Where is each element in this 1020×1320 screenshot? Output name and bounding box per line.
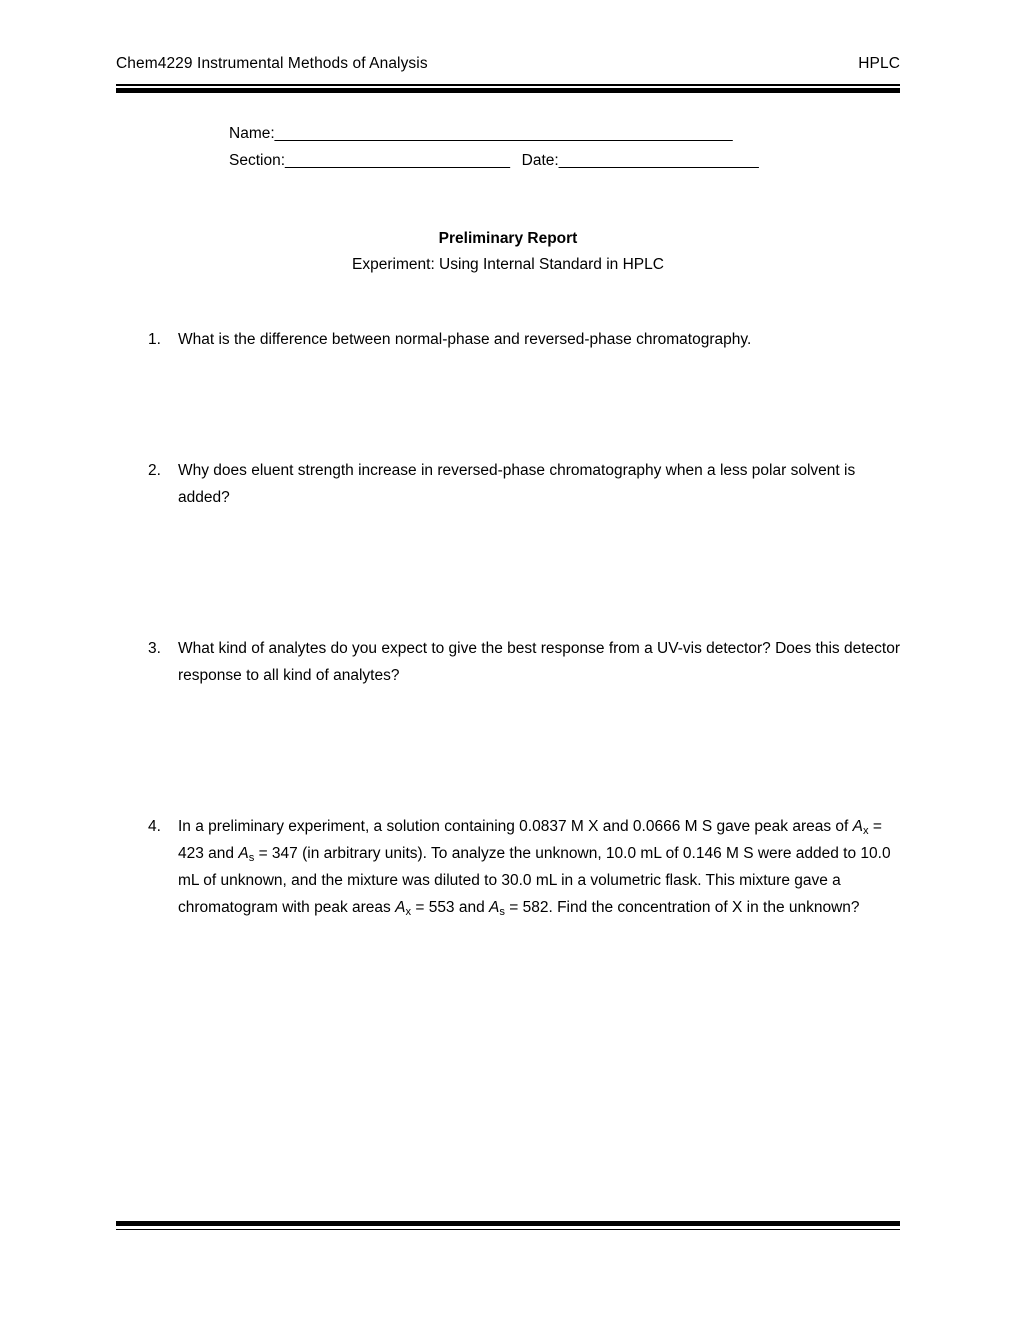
question-list bbox=[148, 326, 900, 921]
footer-rule-thin bbox=[116, 1229, 900, 1231]
date-field-label: Date: bbox=[521, 152, 559, 169]
header-rule-thick bbox=[116, 88, 900, 93]
q4-subscript-x-1: x bbox=[863, 824, 869, 837]
q4-text-part-3: = 347 (in arbitrary units). To analyze the unknown, 10.0 mL of 0.146 M S were added to 10.0 mL of unknown, and the mixture was diluted to 30.0 mL in a volumetric flask. This mixture gave a chromatogram with peak areas bbox=[178, 845, 891, 916]
question-item-3 bbox=[148, 635, 900, 689]
q4-subscript-s-1: s bbox=[248, 851, 255, 864]
report-title: Preliminary Report bbox=[438, 230, 578, 247]
question-text-1: What is the difference between normal-phase and reversed-phase chromatography. bbox=[178, 331, 752, 348]
q4-text-part-5: = 582. Find the concentration of X in the unknown? bbox=[504, 899, 860, 916]
question-text-3: What kind of analytes do you expect to give the best response from a UV-vis detector? Does this detector response to all kind of analytes? bbox=[178, 640, 900, 684]
name-field-row bbox=[229, 120, 758, 147]
header-divider-rule bbox=[116, 84, 900, 93]
date-field-blank[interactable]: ________________________ bbox=[558, 152, 759, 169]
question-number-1: 1. bbox=[148, 331, 161, 348]
name-field-blank[interactable]: _______________________________________________________ bbox=[274, 125, 733, 142]
name-field-label: Name: bbox=[229, 125, 275, 142]
header-topic-label: HPLC bbox=[858, 55, 900, 72]
header-course-title: Chem4229 Instrumental Methods of Analysis bbox=[116, 55, 428, 72]
section-field-blank[interactable]: ___________________________ bbox=[285, 152, 510, 169]
question-number-2: 2. bbox=[148, 462, 161, 479]
q4-subscript-s-2: s bbox=[499, 905, 505, 918]
q4-symbol-Ax-1: A bbox=[852, 818, 863, 835]
question-text-2: Why does eluent strength increase in reversed-phase chromatography when a less polar solvent is added? bbox=[178, 462, 856, 506]
question-text-4 bbox=[178, 813, 900, 921]
q4-text-part-2: = 423 and bbox=[178, 818, 882, 862]
question-item-2 bbox=[148, 457, 900, 511]
section-date-field-row bbox=[229, 147, 758, 174]
q4-symbol-As-2: A bbox=[489, 899, 500, 916]
question-number-4: 4. bbox=[148, 818, 161, 835]
footer-divider-rule bbox=[116, 1221, 900, 1230]
q4-subscript-x-2: x bbox=[405, 905, 412, 918]
q4-text-part-4: = 553 and bbox=[411, 899, 490, 916]
question-item-4 bbox=[148, 813, 900, 921]
section-field-label: Section: bbox=[229, 152, 286, 169]
q4-symbol-As-1: A bbox=[238, 845, 249, 862]
q4-symbol-Ax-2: A bbox=[395, 899, 406, 916]
q4-text-part-1: In a preliminary experiment, a solution containing 0.0837 M X and 0.0666 M S gave peak areas of bbox=[178, 818, 853, 835]
question-item-1 bbox=[148, 326, 900, 353]
report-subtitle: Experiment: Using Internal Standard in HPLC bbox=[352, 256, 664, 273]
report-title-block bbox=[116, 226, 900, 278]
question-number-3: 3. bbox=[148, 640, 161, 657]
page-header bbox=[116, 55, 900, 73]
student-info-fields bbox=[229, 120, 758, 174]
